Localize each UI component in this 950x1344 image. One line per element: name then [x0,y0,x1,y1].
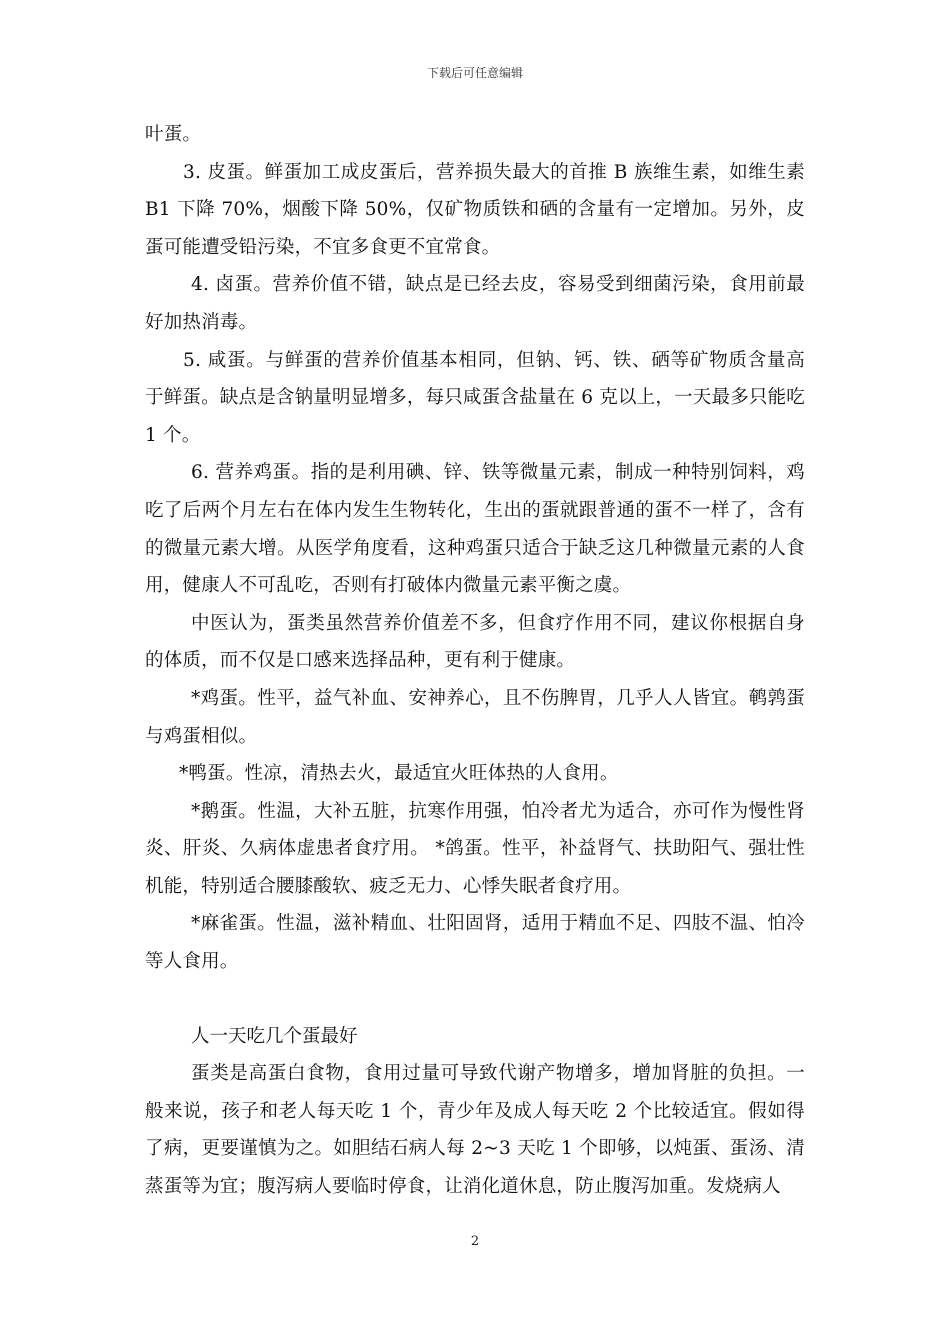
paragraph: 4. 卤蛋。营养价值不错，缺点是已经去皮，容易受到细菌污染，食用前最好加热消毒。 [145,274,805,333]
paragraph: *鸡蛋。性平，益气补血、安神养心，且不伤脾胃，几乎人人皆宜。鹌鹑蛋与鸡蛋相似。 [145,687,805,747]
document-body [145,116,805,1206]
paragraph: 中医认为，蛋类虽然营养价值差不多，但食疗作用不同，建议你根据自身的体质，而不仅是口感来选择品种，更有利于健康。 [145,612,805,672]
paragraph: *鸭蛋。性凉，清热去火，最适宜火旺体热的人食用。 [179,763,619,785]
paragraph: 3. 皮蛋。鲜蛋加工成皮蛋后，营养损失最大的首推 B 族维生素，如维生素 B1 下降 70%，烟酸下降 50%，仅矿物质铁和硒的含量有一定增加。另外，皮蛋可能遭受铅污染，不宜多食更不宜常食。 [145,161,805,258]
page-header: 下载后可任意编辑 [426,66,523,80]
paragraph: 6. 营养鸡蛋。指的是利用碘、锌、铁等微量元素，制成一种特别饲料，鸡吃了后两个月左右在体内发生生物转化，生出的蛋就跟普通的蛋不一样了，含有的微量元素大增。从医学角度看，这种鸡蛋只适合于缺乏这几种微量元素的人食用，健康人不可乱吃，否则有打破体内微量元素平衡之虞。 [145,462,805,597]
paragraph: *鹅蛋。性温，大补五脏，抗寒作用强，怕冷者尤为适合，亦可作为慢性肾炎、肝炎、久病体虚患者食疗用。 *鸽蛋。性平，补益肾气、扶助阳气、强壮性机能，特别适合腰膝酸软、疲乏无力、心悸失眠者食疗用。 [145,800,805,897]
paragraph: 蛋类是高蛋白食物，食用过量可导致代谢产物增多，增加肾脏的负担。一般来说，孩子和老人每天吃 1 个，青少年及成人每天吃 2 个比较适宜。假如得了病，更要谨慎为之。如胆结石病人每 2~3 天吃 1 个即够，以炖蛋、蛋汤、清蒸蛋等为宜；腹泻病人要临时停食，让消化道休息，防止腹泻加重。发烧病人 [145,1063,805,1198]
section-heading: 人一天吃几个蛋最好 [191,1025,358,1047]
page-number: 2 [470,1234,480,1249]
paragraph: *麻雀蛋。性温，滋补精血、壮阳固肾，适用于精血不足、四肢不温、怕冷等人食用。 [145,913,805,973]
paragraph: 叶蛋。 [145,124,202,145]
paragraph: 5. 咸蛋。与鲜蛋的营养价值基本相同，但钠、钙、铁、硒等矿物质含量高于鲜蛋。缺点是含钠量明显增多，每只咸蛋含盐量在 6 克以上，一天最多只能吃 1 个。 [145,349,805,446]
